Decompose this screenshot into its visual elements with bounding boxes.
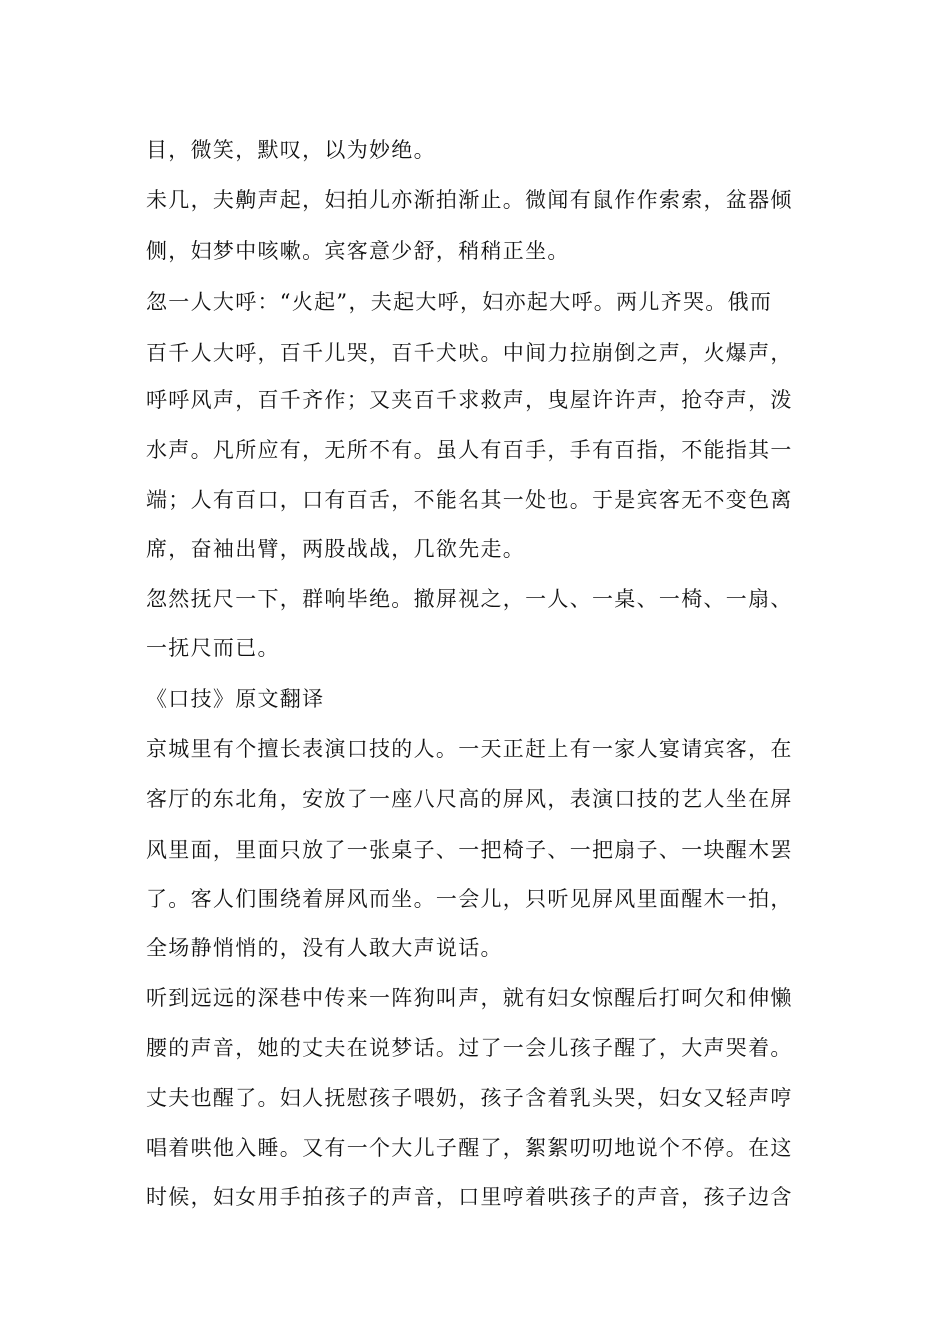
text-line: 风里面，里面只放了一张桌子、一把椅子、一把扇子、一块醒木罢 [146, 838, 793, 862]
text-line: 水声。凡所应有，无所不有。虽人有百手，手有百指，不能指其一 [146, 438, 793, 462]
text-line: 腰的声音，她的丈夫在说梦话。过了一会儿孩子醒了，大声哭着。 [146, 1036, 793, 1060]
text-line: 席，奋袖出臂，两股战战，几欲先走。 [146, 537, 526, 561]
text-line: 忽一人大呼：“火起”，夫起大呼，妇亦起大呼。两儿齐哭。俄而 [146, 290, 773, 314]
text-line: 了。客人们围绕着屏风而坐。一会儿，只听见屏风里面醒木一拍， [146, 887, 793, 911]
text-line: 忽然抚尺一下，群响毕绝。撤屏视之，一人、一桌、一椅、一扇、 [146, 587, 793, 611]
text-line: 目，微笑，默叹，以为妙绝。 [146, 138, 436, 162]
text-line: 全场静悄悄的，没有人敢大声说话。 [146, 936, 503, 960]
text-line: 时候，妇女用手拍孩子的声音，口里哼着哄孩子的声音，孩子边含 [146, 1185, 793, 1209]
text-line: 未几，夫齁声起，妇拍儿亦渐拍渐止。微闻有鼠作作索索，盆器倾 [146, 188, 793, 212]
text-line: 呼呼风声，百千齐作；又夹百千求救声，曳屋许许声，抢夺声，泼 [146, 388, 793, 412]
text-line: 客厅的东北角，安放了一座八尺高的屏风，表演口技的艺人坐在屏 [146, 787, 793, 811]
text-line: 百千人大呼，百千儿哭，百千犬吠。中间力拉崩倒之声，火爆声， [146, 341, 793, 365]
section-heading: 《口技》原文翻译 [146, 687, 325, 711]
text-line: 侧，妇梦中咳嗽。宾客意少舒，稍稍正坐。 [146, 239, 570, 263]
text-line: 一抚尺而已。 [146, 636, 280, 660]
text-line: 丈夫也醒了。妇人抚慰孩子喂奶，孩子含着乳头哭，妇女又轻声哼 [146, 1086, 793, 1110]
text-line: 京城里有个擅长表演口技的人。一天正赶上有一家人宴请宾客，在 [146, 737, 793, 761]
text-line: 听到远远的深巷中传来一阵狗叫声，就有妇女惊醒后打呵欠和伸懒 [146, 986, 793, 1010]
text-line: 端；人有百口，口有百舌，不能名其一处也。于是宾客无不变色离 [146, 488, 793, 512]
text-line: 唱着哄他入睡。又有一个大儿子醒了，絮絮叨叨地说个不停。在这 [146, 1136, 793, 1160]
